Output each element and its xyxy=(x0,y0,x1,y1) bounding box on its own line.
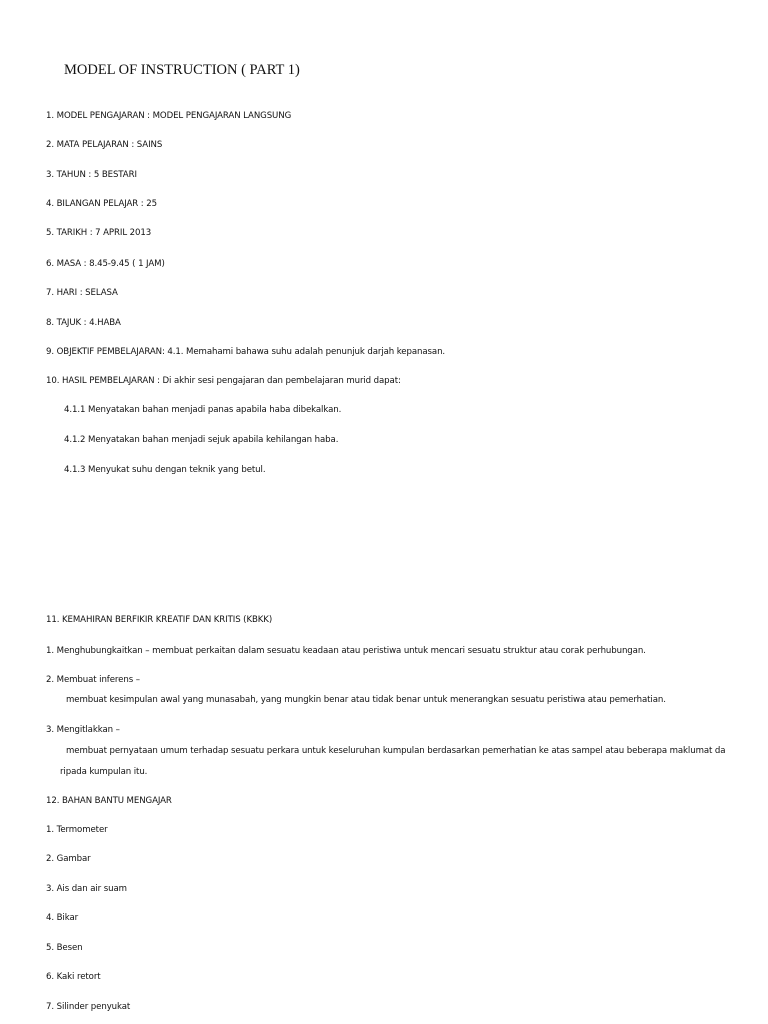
kbkk-item-3-text: membuat pernyataan umum terhadap sesuatu perkara untuk keseluruhan kumpulan berdasarkan pemerhatian ke atas sampel atau beberapa maklumat da xyxy=(66,746,726,756)
outcome-item: 4.1.2 Menyatakan bahan menjadi sejuk apabila kehilangan haba. xyxy=(64,435,339,445)
item-subject: 2. MATA PELAJARAN : SAINS xyxy=(46,140,163,150)
kbkk-item-2-label: 2. Membuat inferens – xyxy=(46,675,140,685)
item-time: 6. MASA : 8.45-9.45 ( 1 JAM) xyxy=(46,259,165,269)
item-topic: 8. TAJUK : 4.HABA xyxy=(46,318,121,328)
bbm-item: 1. Termometer xyxy=(46,825,108,835)
item-students: 4. BILANGAN PELAJAR : 25 xyxy=(46,199,157,209)
bbm-item: 6. Kaki retort xyxy=(46,972,101,982)
bbm-item: 2. Gambar xyxy=(46,854,91,864)
kbkk-item-2-text: membuat kesimpulan awal yang munasabah, yang mungkin benar atau tidak benar untuk menerangkan sesuatu peristiwa atau pemerhatian. xyxy=(66,695,666,705)
item-objective: 9. OBJEKTIF PEMBELAJARAN: 4.1. Memahami bahawa suhu adalah penunjuk darjah kepanasan. xyxy=(46,347,446,357)
item-year: 3. TAHUN : 5 BESTARI xyxy=(46,170,137,180)
kbkk-item-1: 1. Menghubungkaitkan – membuat perkaitan dalam sesuatu keadaan atau peristiwa untuk mencari sesuatu struktur atau corak perhubungan. xyxy=(46,646,646,656)
bbm-heading: 12. BAHAN BANTU MENGAJAR xyxy=(46,796,172,806)
bbm-item: 5. Besen xyxy=(46,943,83,953)
item-model: 1. MODEL PENGAJARAN : MODEL PENGAJARAN LANGSUNG xyxy=(46,111,292,121)
item-learning-outcome: 10. HASIL PEMBELAJARAN : Di akhir sesi pengajaran dan pembelajaran murid dapat: xyxy=(46,376,401,386)
kbkk-heading: 11. KEMAHIRAN BERFIKIR KREATIF DAN KRITIS (KBKK) xyxy=(46,615,273,625)
outcome-item: 4.1.3 Menyukat suhu dengan teknik yang betul. xyxy=(64,465,266,475)
bbm-item: 3. Ais dan air suam xyxy=(46,884,127,894)
kbkk-item-3-label: 3. Mengitlakkan – xyxy=(46,725,120,735)
bbm-item: 7. Silinder penyukat xyxy=(46,1002,131,1012)
bbm-item: 4. Bikar xyxy=(46,913,79,923)
kbkk-item-3-text-cont: ripada kumpulan itu. xyxy=(60,767,148,777)
document-title: MODEL OF INSTRUCTION ( PART 1) xyxy=(64,62,300,78)
outcome-item: 4.1.1 Menyatakan bahan menjadi panas apabila haba dibekalkan. xyxy=(64,405,342,415)
item-date: 5. TARIKH : 7 APRIL 2013 xyxy=(46,228,152,238)
item-day: 7. HARI : SELASA xyxy=(46,288,118,298)
